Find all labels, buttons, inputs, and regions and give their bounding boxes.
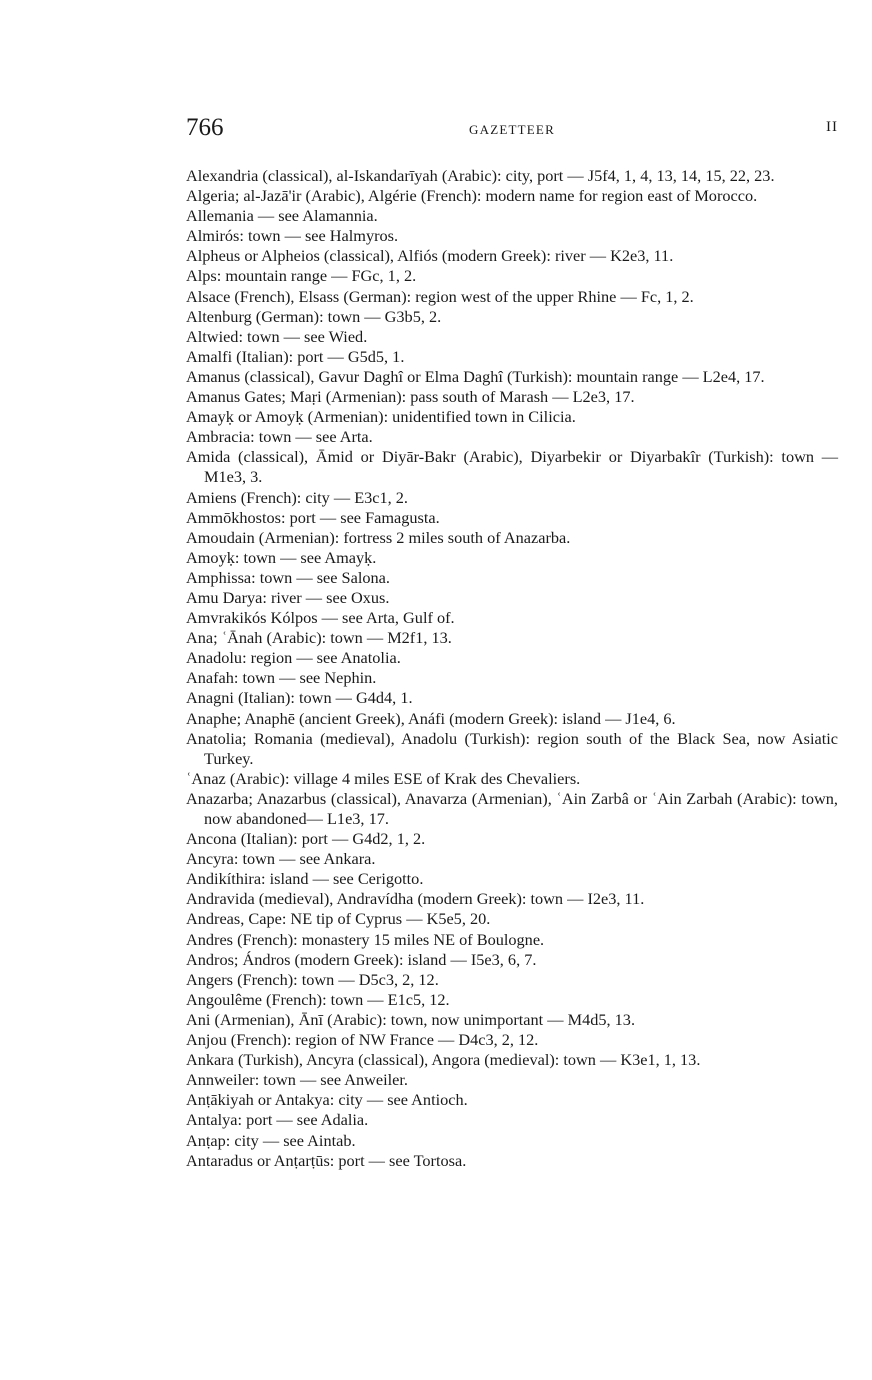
gazetteer-entry: Amu Darya: river — see Oxus. xyxy=(186,587,390,607)
gazetteer-entry: Anazarba; Anazarbus (classical), Anavarza (Armenian), ʿAin Zarbâ or ʿAin Zarbah (Arabic): town, now abandoned— L1e3, 17. xyxy=(186,788,838,828)
section-number: II xyxy=(826,119,838,135)
gazetteer-entry: Altwied: town — see Wied. xyxy=(186,326,368,346)
gazetteer-entries xyxy=(186,166,838,1171)
gazetteer-entry: Ankara (Turkish), Ancyra (classical), Angora (medieval): town — K3e1, 1, 13. xyxy=(186,1050,701,1070)
gazetteer-entry: Anagni (Italian): town — G4d4, 1. xyxy=(186,688,413,708)
gazetteer-entry: Amalfi (Italian): port — G5d5, 1. xyxy=(186,346,405,366)
gazetteer-entry: Ani (Armenian), Ānī (Arabic): town, now unimportant — M4d5, 13. xyxy=(186,1009,636,1029)
gazetteer-entry: Amoyḳ: town — see Amayḳ. xyxy=(186,547,377,567)
gazetteer-entry: Annweiler: town — see Anweiler. xyxy=(186,1070,409,1090)
gazetteer-entry: Andikíthira: island — see Cerigotto. xyxy=(186,869,424,889)
gazetteer-entry: Alexandria (classical), al-Iskandarīyah (Arabic): city, port — J5f4, 1, 4, 13, 14, 15, 22, 23. xyxy=(186,166,775,185)
gazetteer-entry: Antaradus or Anṭarṭūs: port — see Tortosa. xyxy=(186,1150,467,1170)
gazetteer-entry: Amiens (French): city — E3c1, 2. xyxy=(186,487,409,507)
gazetteer-entry: Ammōkhostos: port — see Famagusta. xyxy=(186,507,440,527)
gazetteer-entry: Anadolu: region — see Anatolia. xyxy=(186,648,401,668)
gazetteer-entry: Altenburg (German): town — G3b5, 2. xyxy=(186,306,442,326)
gazetteer-entry: Amanus Gates; Maṛi (Armenian): pass south of Marash — L2e3, 17. xyxy=(186,387,635,407)
gazetteer-entry: Algeria; al-Jazā'ir (Arabic), Algérie (French): modern name for region east of Morocco. xyxy=(186,186,758,206)
gazetteer-entry: Amphissa: town — see Salona. xyxy=(186,567,390,587)
gazetteer-entry: Amanus (classical), Gavur Daghî or Elma Daghî (Turkish): mountain range — L2e4, 17. xyxy=(186,366,765,386)
gazetteer-entry: Amida (classical), Āmid or Diyār-Bakr (Arabic), Diyarbekir or Diyarbakîr (Turkish): town — M1e3, 3. xyxy=(186,447,838,487)
gazetteer-entry: Andravida (medieval), Andravídha (modern Greek): town — I2e3, 11. xyxy=(186,889,645,909)
gazetteer-entry: Anjou (French): region of NW France — D4c3, 2, 12. xyxy=(186,1030,539,1050)
gazetteer-entry: Ana; ʿĀnah (Arabic): town — M2f1, 13. xyxy=(186,628,452,648)
gazetteer-entry: Anafah: town — see Nephin. xyxy=(186,668,377,688)
gazetteer-entry: Amvrakikós Kólpos — see Arta, Gulf of. xyxy=(186,608,455,628)
gazetteer-entry: Antalya: port — see Adalia. xyxy=(186,1110,369,1130)
gazetteer-entry: Ambracia: town — see Arta. xyxy=(186,427,373,447)
gazetteer-entry: Alpheus or Alpheios (classical), Alfiós (modern Greek): river — K2e3, 11. xyxy=(186,246,674,266)
gazetteer-entry: Anṭākiyah or Antakya: city — see Antioch. xyxy=(186,1090,468,1110)
gazetteer-entry: Angers (French): town — D5c3, 2, 12. xyxy=(186,969,439,989)
gazetteer-entry: Angoulême (French): town — E1c5, 12. xyxy=(186,989,450,1009)
gazetteer-entry: Alps: mountain range — FGc, 1, 2. xyxy=(186,266,417,286)
gazetteer-entry: Andres (French): monastery 15 miles NE of Boulogne. xyxy=(186,929,545,949)
page-number: 766 xyxy=(186,114,224,141)
gazetteer-entry: Andros; Ándros (modern Greek): island — I5e3, 6, 7. xyxy=(186,949,537,969)
gazetteer-entry: Amoudain (Armenian): fortress 2 miles south of Anazarba. xyxy=(186,527,571,547)
page-header xyxy=(186,114,838,144)
gazetteer-entry: Alsace (French), Elsass (German): region west of the upper Rhine — Fc, 1, 2. xyxy=(186,286,694,306)
gazetteer-entry: Anaphe; Anaphē (ancient Greek), Anáfi (modern Greek): island — J1e4, 6. xyxy=(186,708,676,728)
gazetteer-entry: Almirós: town — see Halmyros. xyxy=(186,226,399,246)
gazetteer-entry: Ancyra: town — see Ankara. xyxy=(186,849,376,869)
gazetteer-entry: Ancona (Italian): port — G4d2, 1, 2. xyxy=(186,829,426,849)
gazetteer-entry: Andreas, Cape: NE tip of Cyprus — K5e5, 20. xyxy=(186,909,491,929)
gazetteer-entry: Amayḳ or Amoyḳ (Armenian): unidentified town in Cilicia. xyxy=(186,407,576,427)
gazetteer-entry: Anṭap: city — see Aintab. xyxy=(186,1130,356,1150)
gazetteer-entry: Anatolia; Romania (medieval), Anadolu (Turkish): region south of the Black Sea, now Asiatic Turkey. xyxy=(186,728,838,768)
gazetteer-entry: ʿAnaz (Arabic): village 4 miles ESE of Krak des Chevaliers. xyxy=(186,768,581,788)
gazetteer-entry: Allemania — see Alamannia. xyxy=(186,206,378,226)
running-title: GAZETTEER xyxy=(469,122,555,137)
